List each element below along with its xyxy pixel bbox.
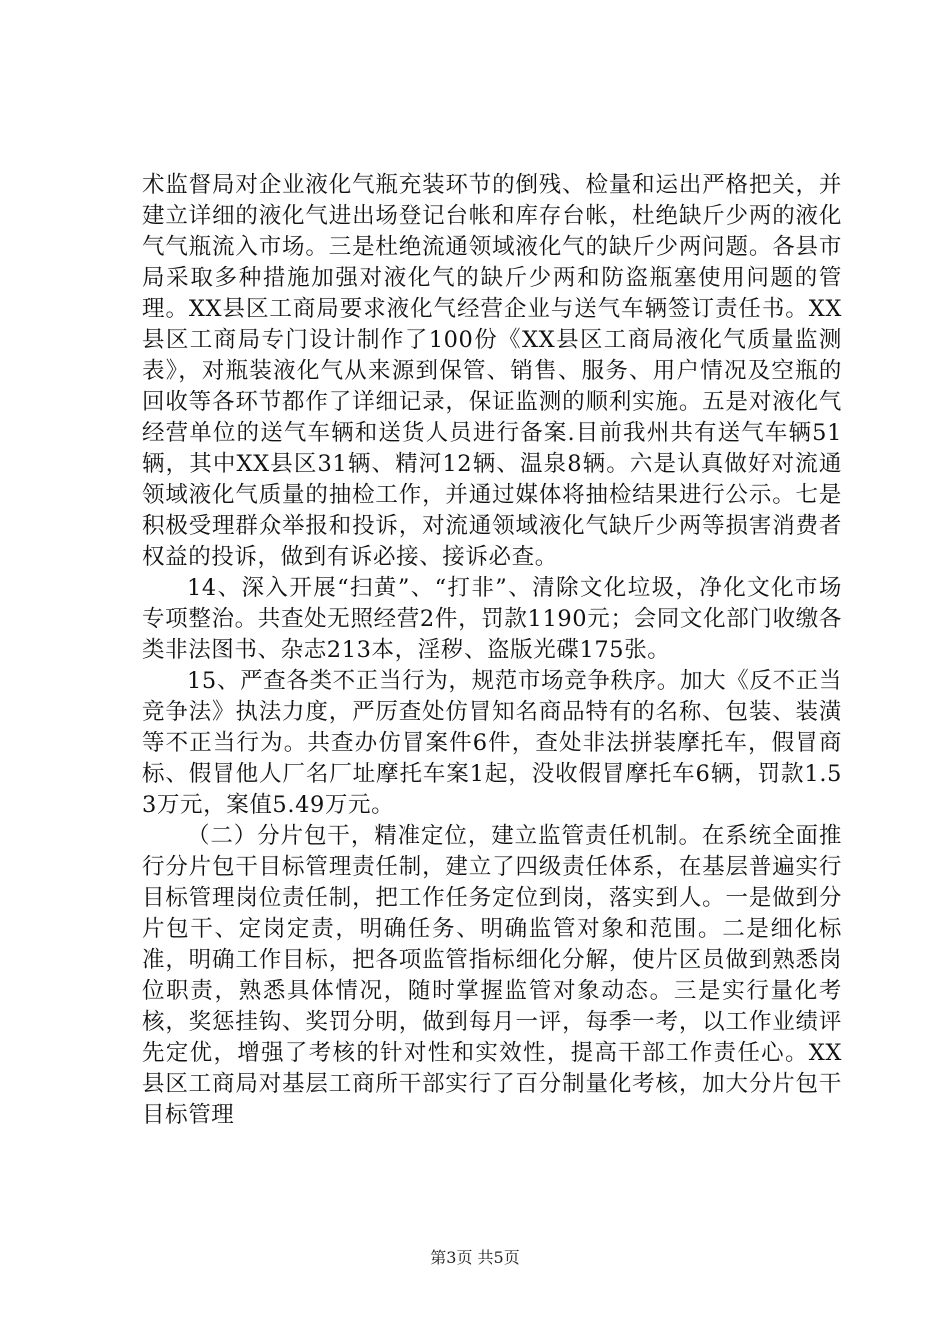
paragraph-section-2: （二）分片包干，精准定位，建立监管责任机制。在系统全面推行分片包干目标管理责任制，建立了四级责任体系，在基层普遍实行目标管理岗位责任制，把工作任务定位到岗，落实到人。一是做到分片包干、定岗定责，明确任务、明确监管对象和范围。二是细化标准，明确工作目标，把各项监管指标细化分解，使片区员做到熟悉岗位职责，熟悉具体情况，随时掌握监管对象动态。三是实行量化考核，奖惩挂钩、奖罚分明，做到每月一评，每季一考，以工作业绩评先定优，增强了考核的针对性和实效性，提高干部工作责任心。XX县区工商局对基层工商所干部实行了百分制量化考核，加大分片包干目标管理 <box>142 823 842 1128</box>
paragraph-continuation: 术监督局对企业液化气瓶充装环节的倒残、检量和运出严格把关，并建立详细的液化气进出场登记台帐和库存台帐，杜绝缺斤少两的液化气气瓶流入市场。三是杜绝流通领域液化气的缺斤少两问题。各县市局采取多种措施加强对液化气的缺斤少两和防盗瓶塞使用问题的管理。XX县区工商局要求液化气经营企业与送气车辆签订责任书。XX县区工商局专门设计制作了100份《XX县区工商局液化气质量监测表》，对瓶装液化气从来源到保管、销售、服务、用户情况及空瓶的回收等各环节都作了详细记录，保证监测的顺利实施。五是对液化气经营单位的送气车辆和送货人员进行备案.目前我州共有送气车辆51辆，其中XX县区31辆、精河12辆、温泉8辆。六是认真做好对流通领域液化气质量的抽检工作，并通过媒体将抽检结果进行公示。七是积极受理群众举报和投诉，对流通领域液化气缺斤少两等损害消费者权益的投诉，做到有诉必接、接诉必查。 <box>142 172 842 570</box>
document-body <box>142 170 842 1131</box>
page-footer: 第3页 共5页 <box>430 1248 520 1267</box>
paragraph-item-14: 14、深入开展“扫黄”、“打非”、清除文化垃圾，净化文化市场专项整治。共查处无照经营2件，罚款1190元；会同文化部门收缴各类非法图书、杂志213本，淫秽、盗版光碟175张。 <box>142 575 842 663</box>
paragraph-item-15: 15、严查各类不正当行为，规范市场竞争秩序。加大《反不正当竞争法》执法力度，严厉查处仿冒知名商品特有的名称、包装、装潢等不正当行为。共查办仿冒案件6件，查处非法拼装摩托车，假冒商标、假冒他人厂名厂址摩托车案1起，没收假冒摩托车6辆，罚款1.53万元，案值5.49万元。 <box>142 668 842 818</box>
